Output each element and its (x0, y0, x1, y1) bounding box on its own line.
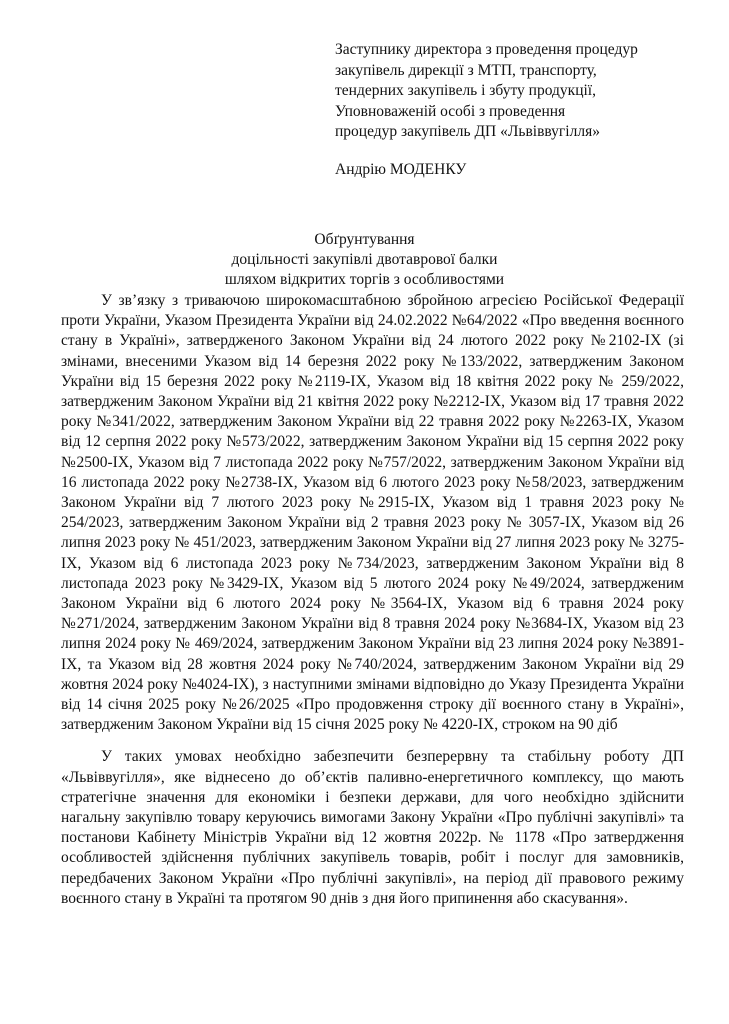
body-paragraph-2: У таких умовах необхідно забезпечити безперервну та стабільну роботу ДП «Львіввугілля», яке віднесено до об’єктів паливно-енергетичного комплексу, що мають стратегічне значення для економіки і безпеки держави, для чого необхідно здійснити нагальну закупівлю товару керуючись вимогами Закону України «Про публічні закупівлі» та постанови Кабінету Міністрів України від 12 жовтня 2022р. № 1178 «Про затвердження особливостей здійснення публічних закупівель товарів, робіт і послуг для замовників, передбачених Законом України «Про публічні закупівлі», на період дії правового режиму воєнного стану в Україні та протягом 90 днів з дня його припинення або скасування». (61, 748, 684, 907)
title-line: шляхом відкритих торгів з особливостями (224, 271, 505, 288)
addressee-line: процедур закупівель ДП «Львіввугілля» (335, 123, 600, 140)
addressee-block (335, 40, 638, 180)
title-line: Обґрунтування (314, 231, 415, 248)
document-title (0, 230, 729, 290)
body-paragraph-1: У зв’язку з триваючою широкомасштабною збройною агресією Російської Федерації проти України, Указом Президента України від 24.02.2022 №64/2022 «Про введення воєнного стану в Україні», затвердженого Законом України від 24 лютого 2022 року №2102-IX (зі змінами, внесеними Указом від 14 березня 2022 року №133/2022, затвердженим Законом України від 15 березня 2022 року №2119-IX, Указом від 18 квітня 2022 року № 259/2022, затвердженим Законом України від 21 квітня 2022 року №2212-IX, Указом від 17 травня 2022 року №341/2022, затвердженим Законом України від 22 травня 2022 року №2263-IX, Указом від 12 серпня 2022 року №573/2022, затвердженим Законом України від 15 серпня 2022 року №2500-IX, Указом від 7 листопада 2022 року №757/2022, затвердженим Законом України від 16 листопада 2022 року №2738-IX, Указом від 6 лютого 2023 року №58/2023, затвердженим Законом України від 7 лютого 2023 року №2915-IX, Указом від 1 травня 2023 року № 254/2023, затвердженим Законом України від 2 травня 2023 року № 3057-IX, Указом від 26 липня 2023 року № 451/2023, затвердженим Законом України від 27 липня 2023 року № 3275-IX, Указом від 6 листопада 2023 року №734/2023, затвердженим Законом України від 8 листопада 2023 року №3429-IX, Указом від 5 лютого 2024 року №49/2024, затвердженим Законом України від 6 лютого 2024 року №3564-IX, Указом від 6 травня 2024 року №271/2024, затвердженим Законом України від 8 травня 2024 року №3684-IX, Указом від 23 липня 2024 року № 469/2024, затвердженим Законом України від 23 липня 2024 року №3891-IX, та Указом від 28 жовтня 2024 року №740/2024, затвердженим Законом України від 29 жовтня 2024 року №4024-IX), з наступними змінами відповідно до Указу Президента України від 14 січня 2025 року №26/2025 «Про продовження строку дії воєнного стану в Україні», затвердженим Законом України від 15 січня 2025 року № 4220-IX, строком на 90 діб (61, 292, 684, 734)
addressee-line: тендерних закупівель і збуту продукції, (335, 82, 596, 99)
addressee-name: Андрію МОДЕНКУ (335, 160, 467, 178)
addressee-line: закупівель дирекції з МТП, транспорту, (335, 61, 597, 79)
addressee-line: Заступнику директора з проведення процедур (335, 41, 638, 58)
addressee-line: Уповноваженій особі з проведення (335, 102, 566, 120)
document-body (61, 291, 684, 909)
title-line: доцільності закупівлі двотаврової балки (231, 251, 498, 268)
